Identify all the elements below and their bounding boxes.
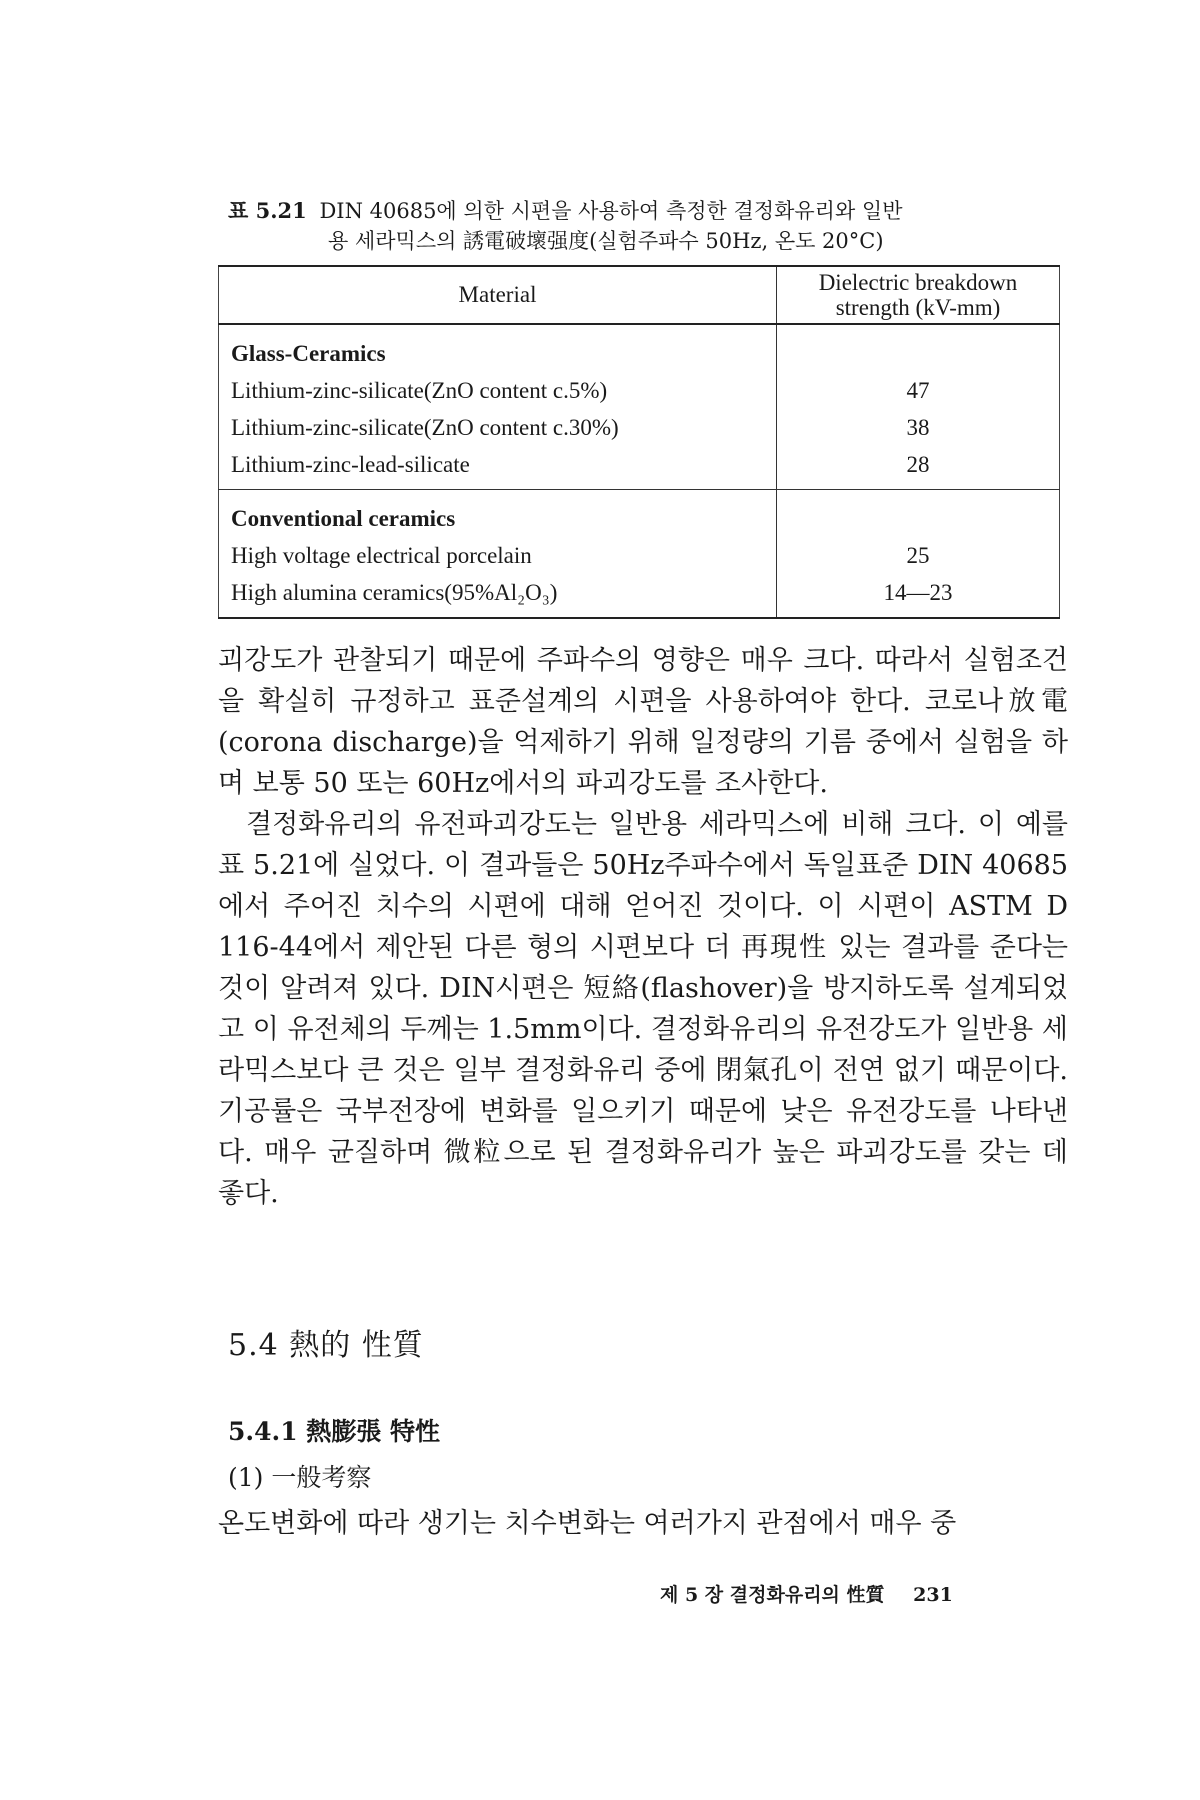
group-title: Glass-Ceramics [219, 324, 777, 372]
value-cell: 28 [906, 451, 930, 477]
subsubsection-heading: (1) 一般考察 [228, 1463, 372, 1492]
material-cell: Lithium-zinc-silicate(ZnO content c.30%) [219, 409, 777, 446]
value-cell: 38 [906, 414, 930, 440]
table-caption-line1: DIN 40685에 의한 시편을 사용하여 측정한 결정화유리와 일반 [319, 199, 903, 223]
table-row [219, 409, 1060, 446]
table-caption [228, 196, 1068, 256]
dielectric-strength-table [218, 265, 1060, 619]
material-cell: High alumina ceramics(95%Al₂O₃) [219, 574, 777, 618]
body-text [218, 640, 1068, 1214]
header-material: Material [219, 266, 777, 324]
header-value-line1: Dielectric breakdown [818, 270, 1018, 295]
page-footer [660, 1580, 953, 1607]
paragraph: 결정화유리의 유전파괴강도는 일반용 세라믹스에 비해 크다. 이 예를 표 5.21에 실었다. 이 결과들은 50Hz주파수에서 독일표준 DIN 40685에서 주어진 치수의 시편에 대해 얻어진 것이다. 이 시편이 ASTM D 116-44에서 제안된 다른 형의 시편보다 더 再現性 있는 결과를 준다는 것이 알려져 있다. DIN시편은 短絡(flashover)을 방지하도록 설계되었고 이 유전체의 두께는 1.5mm이다. 결정화유리의 유전강도가 일반용 세라믹스보다 큰 것은 일부 결정화유리 중에 閉氣孔이 전연 없기 때문이다. 기공률은 국부전장에 변화를 일으키기 때문에 낮은 유전강도를 나타낸다. 매우 균질하며 微粒으로 된 결정화유리가 높은 파괴강도를 갖는 데 좋다. [218, 809, 1068, 1209]
group-title-row [219, 324, 1060, 372]
table-header-row [219, 266, 1060, 324]
header-dielectric-strength [777, 266, 1060, 324]
header-value-line2: strength (kV-mm) [835, 295, 1001, 320]
paragraph: 괴강도가 관찰되기 때문에 주파수의 영향은 매우 크다. 따라서 실험조건을 확실히 규정하고 표준설계의 시편을 사용하여야 한다. 코로나放電(corona discharge)을 억제하기 위해 일정량의 기름 중에서 실험을 하며 보통 50 또는 60Hz에서의 파괴강도를 조사한다. [218, 645, 1068, 799]
section-heading: 5.4 熱的 性質 [228, 1328, 424, 1363]
material-cell: High voltage electrical porcelain [219, 537, 777, 574]
table-row [219, 446, 1060, 490]
material-cell: Lithium-zinc-silicate(ZnO content c.5%) [219, 372, 777, 409]
table-caption-number: 표 5.21 [228, 198, 307, 223]
value-cell: 14—23 [883, 579, 953, 605]
group-title: Conventional ceramics [219, 490, 777, 538]
subsection-heading: 5.4.1 熱膨張 特性 [228, 1417, 440, 1446]
value-cell: 47 [906, 377, 930, 403]
value-cell: 25 [906, 542, 930, 568]
table-row [219, 372, 1060, 409]
table-caption-line2: 용 세라믹스의 誘電破壞强度(실험주파수 50Hz, 온도 20°C) [328, 229, 884, 253]
paragraph-start: 온도변화에 따라 생기는 치수변화는 여러가지 관점에서 매우 중 [218, 1508, 957, 1539]
table-row [219, 537, 1060, 574]
group-title-row [219, 490, 1060, 538]
data-table [218, 265, 1060, 619]
material-cell: Lithium-zinc-lead-silicate [219, 446, 777, 490]
table-row [219, 574, 1060, 618]
page-number: 231 [913, 1584, 953, 1606]
footer-chapter: 제 5 장 결정화유리의 性質 [660, 1584, 885, 1606]
